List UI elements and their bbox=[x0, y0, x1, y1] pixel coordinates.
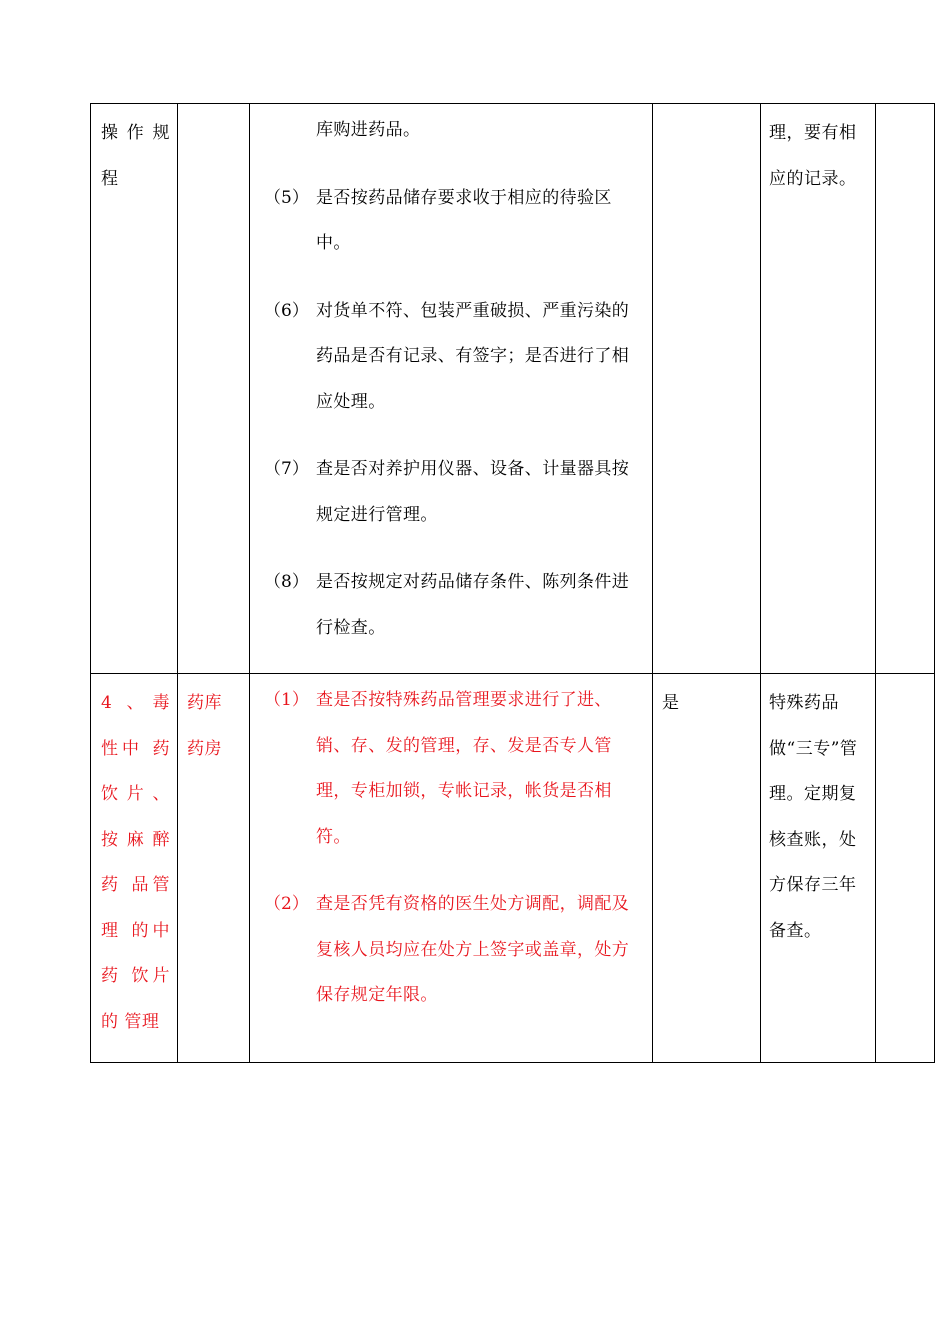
remark-cell bbox=[761, 674, 876, 1063]
item-number: （1） bbox=[264, 690, 309, 710]
department-cell bbox=[178, 674, 250, 1063]
item-number: （7） bbox=[264, 459, 309, 479]
remark-text: 理，要有相应的记录。 bbox=[769, 123, 857, 189]
extra-cell bbox=[876, 674, 935, 1063]
list-item bbox=[264, 108, 644, 154]
item-number: （6） bbox=[264, 300, 309, 321]
department-text bbox=[178, 104, 249, 111]
category-cell bbox=[91, 104, 178, 674]
table-row bbox=[91, 104, 935, 674]
result-cell bbox=[653, 674, 761, 1063]
remark-text: 特殊药品做“三专”管理。定期复核查账，处方保存三年备查。 bbox=[769, 693, 858, 941]
table-row bbox=[91, 674, 935, 1063]
item-text: 查是否按特殊药品管理要求进行了进、销、存、发的管理，存、发是否专人管理，专柜加锁，专帐记录，帐货是否相符。 bbox=[316, 690, 612, 847]
extra-cell bbox=[876, 104, 935, 674]
department-text: 药库 药房 bbox=[187, 693, 222, 759]
department-cell bbox=[178, 104, 250, 674]
item-text: 查是否凭有资格的医生处方调配，调配及复核人员均应在处方上签字或盖章，处方保存规定年限。 bbox=[316, 894, 630, 1005]
result-cell bbox=[653, 104, 761, 674]
list-item bbox=[264, 882, 644, 1019]
item-text: 是否按药品储存要求收于相应的待验区中。 bbox=[316, 187, 612, 253]
item-number bbox=[264, 108, 316, 154]
inspection-table bbox=[90, 103, 935, 1063]
list-item bbox=[264, 678, 644, 860]
list-item bbox=[264, 447, 644, 538]
item-text: 查是否对养护用仪器、设备、计量器具按规定进行管理。 bbox=[316, 459, 630, 525]
item-text: 是否按规定对药品储存条件、陈列条件进行检查。 bbox=[316, 572, 630, 638]
category-text: 操 作 规 程 bbox=[101, 123, 170, 189]
item-text: 对货单不符、包装严重破损、严重污染的药品是否有记录、有签字；是否进行了相应处理。 bbox=[316, 300, 630, 412]
list-item bbox=[264, 176, 644, 267]
remark-cell bbox=[761, 104, 876, 674]
list-item bbox=[264, 289, 644, 426]
item-text: 库购进药品。 bbox=[316, 120, 421, 140]
category-text: 4 、毒性中 药 饮片、按麻醉 药 品管 理 的中 药 饮片 的 管理 bbox=[101, 693, 170, 1032]
item-number: （8） bbox=[264, 572, 309, 592]
category-cell bbox=[91, 674, 178, 1063]
result-text: 是 bbox=[662, 693, 680, 713]
criteria-cell bbox=[250, 674, 653, 1063]
item-number: （2） bbox=[264, 894, 309, 914]
criteria-cell bbox=[250, 104, 653, 674]
list-item bbox=[264, 560, 644, 651]
result-text bbox=[653, 104, 760, 111]
item-number: （5） bbox=[264, 187, 309, 208]
